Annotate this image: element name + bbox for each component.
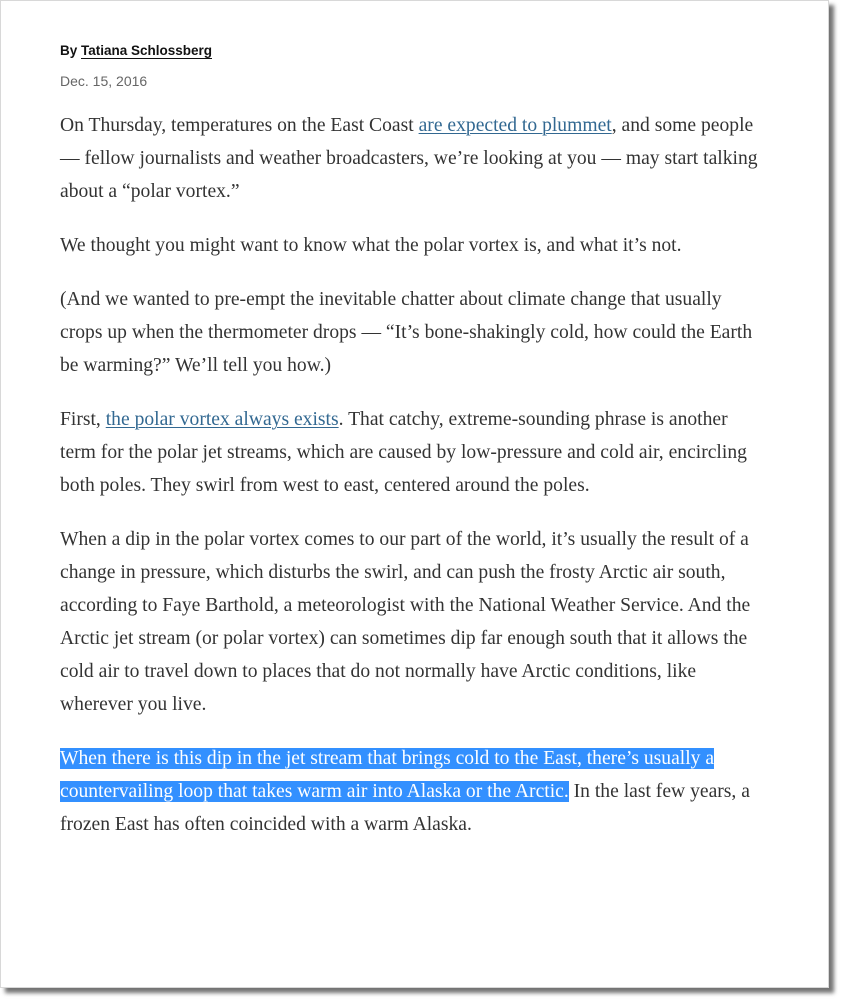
paragraph-6 xyxy=(60,742,760,841)
paragraph-text: . That catchy, extreme-sounding phrase is another term for the polar jet streams, which are caused by low-pressure and cold air, encircling both poles. They swirl from west to east, centered around the poles. xyxy=(60,409,747,496)
paragraph-5: When a dip in the polar vortex comes to our part of the world, it’s usually the result of a change in pressure, which disturbs the swirl, and can push the frosty Arctic air south, according to Faye Barthold, a meteorologist with the National Weather Service. And the Arctic jet stream (or polar vortex) can sometimes dip far enough south that it allows the cold air to travel down to places that do not normally have Arctic conditions, like wherever you live. xyxy=(60,529,751,715)
link-polar-vortex-always-exists[interactable]: the polar vortex always exists xyxy=(105,409,339,430)
paragraph-text: On Thursday, temperatures on the East Coast xyxy=(60,115,419,136)
paragraph-2: We thought you might want to know what the polar vortex is, and what it’s not. xyxy=(60,235,682,256)
paragraph-3: (And we wanted to pre-empt the inevitable chatter about climate change that usually crops up when the thermometer drops — “It’s bone-shakingly cold, how could the Earth be warming?” We’ll tell you how.) xyxy=(60,289,753,376)
selected-text-highlight[interactable]: When there is this dip in the jet stream that brings cold to the East, there’s usually a countervailing loop that takes warm air into Alaska or the Arctic. xyxy=(60,748,715,802)
paragraph-4 xyxy=(60,403,760,502)
paragraph-1 xyxy=(60,109,760,208)
byline-prefix: By xyxy=(60,43,82,58)
paragraph-text: First, xyxy=(60,409,106,430)
paragraph-text: , and some people — fellow journalists and weather broadcasters, we’re looking at you — may start talking about a “polar vortex.” xyxy=(60,115,758,202)
paragraph-text: In the last few years, a frozen East has often coincided with a warm Alaska. xyxy=(60,781,750,835)
byline xyxy=(60,39,760,63)
link-expected-to-plummet[interactable]: are expected to plummet xyxy=(418,115,612,136)
author-link[interactable]: Tatiana Schlossberg xyxy=(81,43,213,58)
article-body xyxy=(60,39,760,841)
publish-date: Dec. 15, 2016 xyxy=(60,73,148,89)
